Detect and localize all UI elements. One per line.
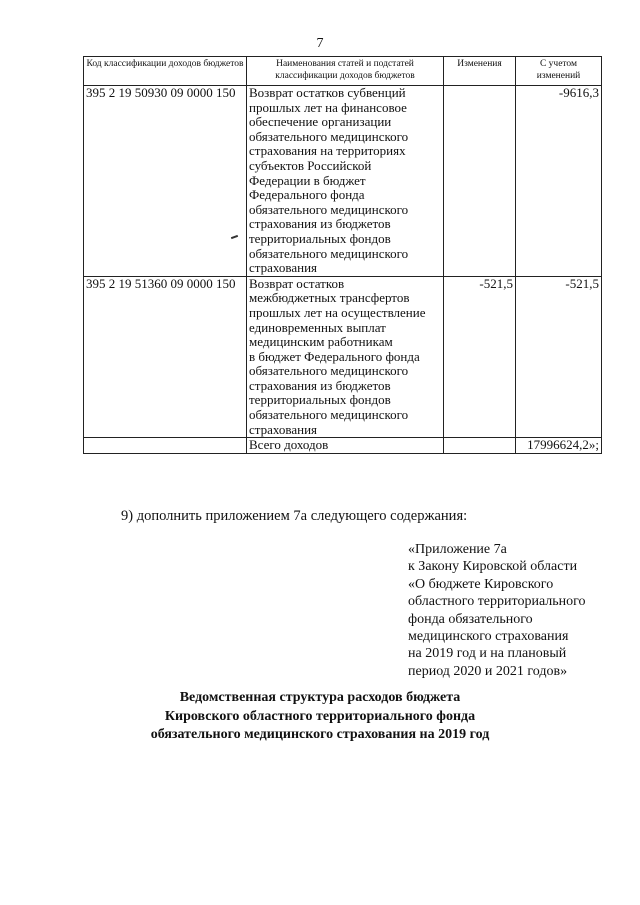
- name-line: страхования на территориях: [249, 143, 406, 159]
- name-line: обязательного медицинского: [249, 363, 409, 379]
- cell-code-empty: [84, 438, 247, 454]
- cell-code: 395 2 19 50930 09 0000 150: [84, 86, 247, 277]
- name-line: обеспечение организации: [249, 114, 392, 130]
- name-line: прошлых лет на финансовое: [249, 99, 407, 115]
- cell-code: 395 2 19 51360 09 0000 150: [84, 276, 247, 438]
- appendix-line: фонда обязательного: [408, 611, 533, 627]
- name-line: страхования из бюджетов: [249, 216, 391, 232]
- title-line: Кировского областного территориального фонда: [164, 708, 476, 724]
- name-line: прошлых лет на осуществление: [249, 304, 426, 320]
- name-line: субъектов Российской: [249, 157, 372, 173]
- appendix-line: к Закону Кировской области: [408, 559, 578, 575]
- table-row: [84, 86, 602, 277]
- name-line: обязательного медицинского: [249, 201, 409, 217]
- title-line: Ведомственная структура расходов бюджета: [179, 690, 461, 705]
- name-line: страхования из бюджетов: [249, 377, 391, 393]
- appendix-line: «О бюджете Кировского: [408, 576, 554, 592]
- name-line: страхования: [249, 260, 318, 276]
- appendix-note: [408, 541, 586, 680]
- cell-name: [247, 276, 444, 438]
- name-line: медицинским работникам: [249, 334, 393, 350]
- name-line: межбюджетных трансфертов: [249, 290, 410, 306]
- total-label: Всего доходов: [247, 438, 444, 454]
- cell-change-empty: [444, 438, 516, 454]
- cell-change: [444, 86, 516, 277]
- cell-total: -521,5: [516, 276, 602, 438]
- appendix-line: период 2020 и 2021 годов»: [408, 663, 568, 679]
- table-row: [84, 276, 602, 438]
- cell-change: -521,5: [444, 276, 516, 438]
- title-line: обязательного медицинского страхования на 2019 год: [150, 727, 490, 742]
- document-title: [0, 689, 640, 745]
- instruction-text: 9) дополнить приложением 7а следующего содержания:: [121, 508, 468, 524]
- appendix-line: «Приложение 7а: [408, 542, 507, 557]
- name-line: обязательного медицинского: [249, 407, 409, 423]
- name-line: территориальных фондов: [249, 230, 391, 246]
- table-total-row: [84, 438, 602, 454]
- appendix-line: на 2019 год и на плановый: [408, 646, 567, 662]
- name-line: обязательного медицинского: [249, 245, 409, 261]
- header-code: Код классификации доходов бюджетов: [84, 57, 247, 86]
- name-line: Возврат остатков субвенций: [249, 85, 406, 100]
- income-table: [83, 56, 602, 454]
- header-name: Наименования статей и подстатей классификации доходов бюджетов: [247, 57, 444, 86]
- name-line: Возврат остатков: [249, 275, 345, 291]
- cell-name: [247, 86, 444, 277]
- name-line: обязательного медицинского: [249, 128, 409, 144]
- appendix-line: областного территориального: [408, 594, 586, 610]
- table-header-row: [84, 57, 602, 86]
- page-number: 7: [316, 36, 324, 51]
- header-total: С учетом изменений: [516, 57, 602, 86]
- name-line: территориальных фондов: [249, 392, 391, 408]
- name-line: в бюджет Федерального фонда: [249, 348, 420, 364]
- cell-total: -9616,3: [516, 86, 602, 277]
- total-value: 17996624,2»;: [516, 438, 602, 454]
- name-line: страхования: [249, 421, 318, 437]
- header-change: Изменения: [444, 57, 516, 86]
- name-line: Федерального фонда: [249, 187, 365, 203]
- name-line: единовременных выплат: [249, 319, 386, 335]
- appendix-line: медицинского страхования: [408, 629, 569, 645]
- name-line: Федерации в бюджет: [249, 172, 366, 188]
